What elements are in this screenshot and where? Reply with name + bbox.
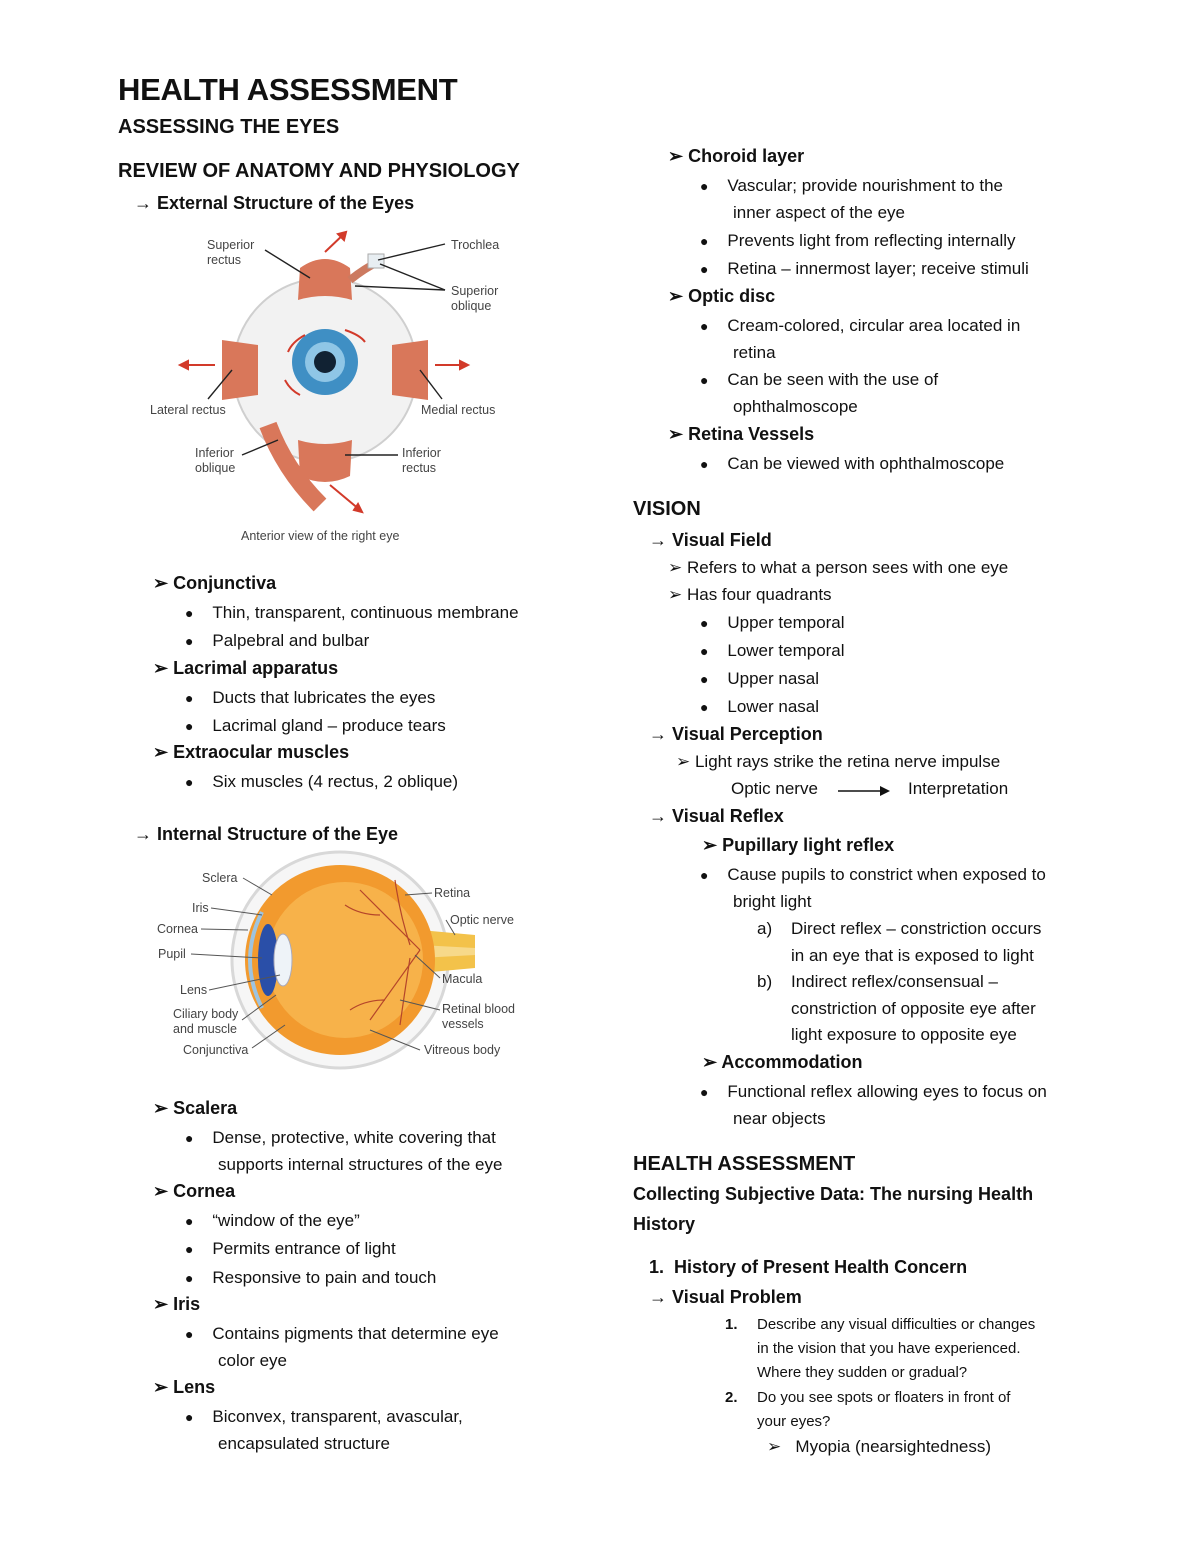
question-continued: your eyes? [757, 1413, 831, 1430]
question-number: 1. [725, 1316, 738, 1333]
visual-field-heading: → Visual Field [649, 530, 772, 550]
sub-item-marker: b) [757, 972, 773, 991]
visual-reflex-heading: → Visual Reflex [649, 806, 784, 826]
list-item: ● “window of the eye” [185, 1211, 360, 1230]
section-review-heading: REVIEW OF ANATOMY AND PHYSIOLOGY [118, 160, 520, 182]
list-item: ➢ Myopia (nearsightedness) [767, 1437, 992, 1456]
subjective-data-heading-cont: History [633, 1214, 696, 1234]
question: Describe any visual difficulties or changes [757, 1316, 1036, 1333]
bullet-icon: ● [185, 1130, 194, 1146]
bullet-icon: ● [700, 261, 709, 277]
list-item-continued: bright light [733, 892, 812, 911]
page-title: HEALTH ASSESSMENT [118, 72, 458, 107]
bullet-icon: ● [700, 178, 709, 194]
question: Do you see spots or floaters in front of [757, 1389, 1011, 1406]
list-item-continued: supports internal structures of the eye [218, 1155, 503, 1174]
label-conjunctiva: Conjunctiva [183, 1043, 249, 1057]
label-cornea: Cornea [157, 922, 198, 936]
cornea-heading: ➢ Cornea [153, 1181, 236, 1201]
sub-item: Indirect reflex/consensual – [791, 972, 998, 991]
accommodation-heading: ➢ Accommodation [702, 1052, 863, 1072]
bullet-icon: ● [185, 718, 194, 734]
list-item: ● Thin, transparent, continuous membrane [185, 603, 519, 622]
label-ciliary-body: Ciliary body and muscle [173, 1007, 239, 1036]
list-item: ● Vascular; provide nourishment to the [700, 176, 1003, 195]
arrowhead-bullet-icon: ➢ [668, 585, 687, 604]
arrowhead-bullet-icon: ➢ [153, 1294, 174, 1314]
list-item: ● Lower temporal [700, 641, 845, 660]
bullet-icon: ● [185, 605, 194, 621]
arrowhead-bullet-icon: ➢ [153, 1098, 174, 1118]
arrow-right-icon: → [134, 193, 158, 213]
list-item: ● Can be seen with the use of [700, 370, 939, 389]
label-vitreous-body: Vitreous body [424, 1043, 501, 1057]
arrowhead-bullet-icon: ➢ [767, 1437, 786, 1456]
list-item-continued: inner aspect of the eye [733, 203, 906, 222]
arrowhead-bullet-icon: ➢ [668, 286, 689, 306]
bullet-icon: ● [700, 372, 709, 388]
label-lateral-rectus: Lateral rectus [150, 403, 226, 417]
sub-item-continued: in an eye that is exposed to light [791, 946, 1034, 965]
visual-perception-heading: → Visual Perception [649, 724, 823, 744]
internal-structure-heading: → Internal Structure of the Eye [134, 824, 399, 844]
perception-flow-start: Optic nerve [731, 779, 818, 798]
extraocular-heading: ➢ Extraocular muscles [153, 742, 350, 762]
label-superior-oblique: Superior oblique [451, 284, 499, 313]
arrowhead-bullet-icon: ➢ [153, 1181, 174, 1201]
list-item: ● Can be viewed with ophthalmoscope [700, 454, 1005, 473]
question-continued: in the vision that you have experienced. [757, 1340, 1021, 1357]
list-item: ● Functional reflex allowing eyes to focus on [700, 1082, 1047, 1101]
bullet-icon: ● [700, 456, 709, 472]
bullet-icon: ● [185, 633, 194, 649]
list-item: ● Biconvex, transparent, avascular, [185, 1407, 463, 1426]
label-lens: Lens [180, 983, 208, 997]
list-item: ● Contains pigments that determine eye [185, 1324, 499, 1343]
question-continued: Where they sudden or gradual? [757, 1364, 968, 1381]
scalera-heading: ➢ Scalera [153, 1098, 238, 1118]
list-item-continued: retina [733, 343, 776, 362]
optic-disc-heading: ➢ Optic disc [668, 286, 776, 306]
list-item-continued: color eye [218, 1351, 287, 1370]
bullet-icon: ● [185, 690, 194, 706]
external-figure-caption: Anterior view of the right eye [241, 529, 400, 543]
arrowhead-bullet-icon: ➢ [702, 1052, 722, 1072]
lens-heading: ➢ Lens [153, 1377, 216, 1397]
sub-item-marker: a) [757, 919, 773, 938]
vision-heading: VISION [633, 498, 701, 520]
label-iris: Iris [192, 901, 209, 915]
sub-item-continued: light exposure to opposite eye [791, 1025, 1017, 1044]
page-subtitle: ASSESSING THE EYES [118, 116, 340, 138]
arrowhead-bullet-icon: ➢ [153, 742, 174, 762]
label-inferior-rectus: Inferior rectus [402, 446, 441, 475]
arrowhead-bullet-icon: ➢ [668, 424, 689, 444]
arrow-right-icon: → [134, 824, 158, 844]
bullet-icon: ● [700, 699, 709, 715]
list-item: ● Upper temporal [700, 613, 845, 632]
arrow-right-icon: → [649, 1287, 673, 1307]
bullet-icon: ● [185, 1241, 194, 1257]
bullet-icon: ● [185, 774, 194, 790]
list-item: ➢ Light rays strike the retina nerve impulse [676, 752, 1001, 771]
label-trochlea: Trochlea [451, 238, 500, 252]
label-inferior-oblique: Inferior oblique [195, 446, 236, 475]
bullet-icon: ● [700, 233, 709, 249]
arrowhead-bullet-icon: ➢ [153, 573, 174, 593]
health-assessment-heading: HEALTH ASSESSMENT [633, 1153, 856, 1175]
label-pupil: Pupil [158, 947, 186, 961]
arrow-right-icon: → [649, 806, 673, 826]
list-item: ➢ Has four quadrants [668, 585, 832, 604]
label-retinal-vessels: Retinal blood vessels [442, 1002, 515, 1031]
bullet-icon: ● [185, 1213, 194, 1229]
conjunctiva-heading: ➢ Conjunctiva [153, 573, 277, 593]
list-item: ● Upper nasal [700, 669, 820, 688]
sub-item: Direct reflex – constriction occurs [791, 919, 1042, 938]
pupillary-reflex-heading: ➢ Pupillary light reflex [702, 835, 895, 855]
arrowhead-bullet-icon: ➢ [668, 146, 689, 166]
arrow-right-icon: → [649, 530, 673, 550]
list-item-continued: encapsulated structure [218, 1434, 390, 1453]
list-item-continued: near objects [733, 1109, 826, 1128]
lacrimal-heading: ➢ Lacrimal apparatus [153, 658, 339, 678]
arrowhead-bullet-icon: ➢ [702, 835, 723, 855]
list-item: ● Lower nasal [700, 697, 820, 716]
iris-heading: ➢ Iris [153, 1294, 201, 1314]
list-item-continued: ophthalmoscope [733, 397, 858, 416]
choroid-heading: ➢ Choroid layer [668, 146, 805, 166]
subjective-data-heading: Collecting Subjective Data: The nursing Health [633, 1184, 1034, 1204]
arrowhead-bullet-icon: ➢ [668, 558, 687, 577]
bullet-icon: ● [185, 1270, 194, 1286]
numbered-heading: 1. History of Present Health Concern [649, 1257, 968, 1277]
arrowhead-bullet-icon: ➢ [153, 658, 174, 678]
list-item: ● Six muscles (4 rectus, 2 oblique) [185, 772, 459, 791]
external-structure-heading: → External Structure of the Eyes [134, 193, 415, 213]
list-item: ● Prevents light from reflecting internally [700, 231, 1016, 250]
bullet-icon: ● [700, 671, 709, 687]
bullet-icon: ● [185, 1326, 194, 1342]
list-item: ● Permits entrance of light [185, 1239, 396, 1258]
label-optic-nerve: Optic nerve [450, 913, 514, 927]
list-item: ● Ducts that lubricates the eyes [185, 688, 436, 707]
perception-flow-end: Interpretation [908, 779, 1009, 798]
list-item: ● Lacrimal gland – produce tears [185, 716, 446, 735]
retina-vessels-heading: ➢ Retina Vessels [668, 424, 815, 444]
list-item: ● Palpebral and bulbar [185, 631, 370, 650]
bullet-icon: ● [700, 867, 709, 883]
label-superior-rectus: Superior rectus [207, 238, 255, 267]
label-medial-rectus: Medial rectus [421, 403, 496, 417]
list-item: ● Cream-colored, circular area located in [700, 316, 1021, 335]
arrow-right-icon: → [649, 724, 673, 744]
bullet-icon: ● [700, 1084, 709, 1100]
sub-item-continued: constriction of opposite eye after [791, 999, 1036, 1018]
arrowhead-bullet-icon: ➢ [676, 752, 695, 771]
bullet-icon: ● [700, 318, 709, 334]
bullet-icon: ● [700, 643, 709, 659]
list-item: ➢ Refers to what a person sees with one eye [668, 558, 1009, 577]
list-item: ● Retina – innermost layer; receive stimuli [700, 259, 1029, 278]
label-retina: Retina [434, 886, 471, 900]
bullet-icon: ● [700, 615, 709, 631]
list-item: ● Cause pupils to constrict when exposed to [700, 865, 1046, 884]
list-item: ● Dense, protective, white covering that [185, 1128, 496, 1147]
list-item: ● Responsive to pain and touch [185, 1268, 437, 1287]
question-number: 2. [725, 1389, 738, 1406]
label-macula: Macula [442, 972, 483, 986]
arrowhead-bullet-icon: ➢ [153, 1377, 174, 1397]
label-sclera: Sclera [202, 871, 238, 885]
bullet-icon: ● [185, 1409, 194, 1425]
flow-arrow-icon [838, 785, 898, 797]
visual-problem-heading: → Visual Problem [649, 1287, 802, 1307]
